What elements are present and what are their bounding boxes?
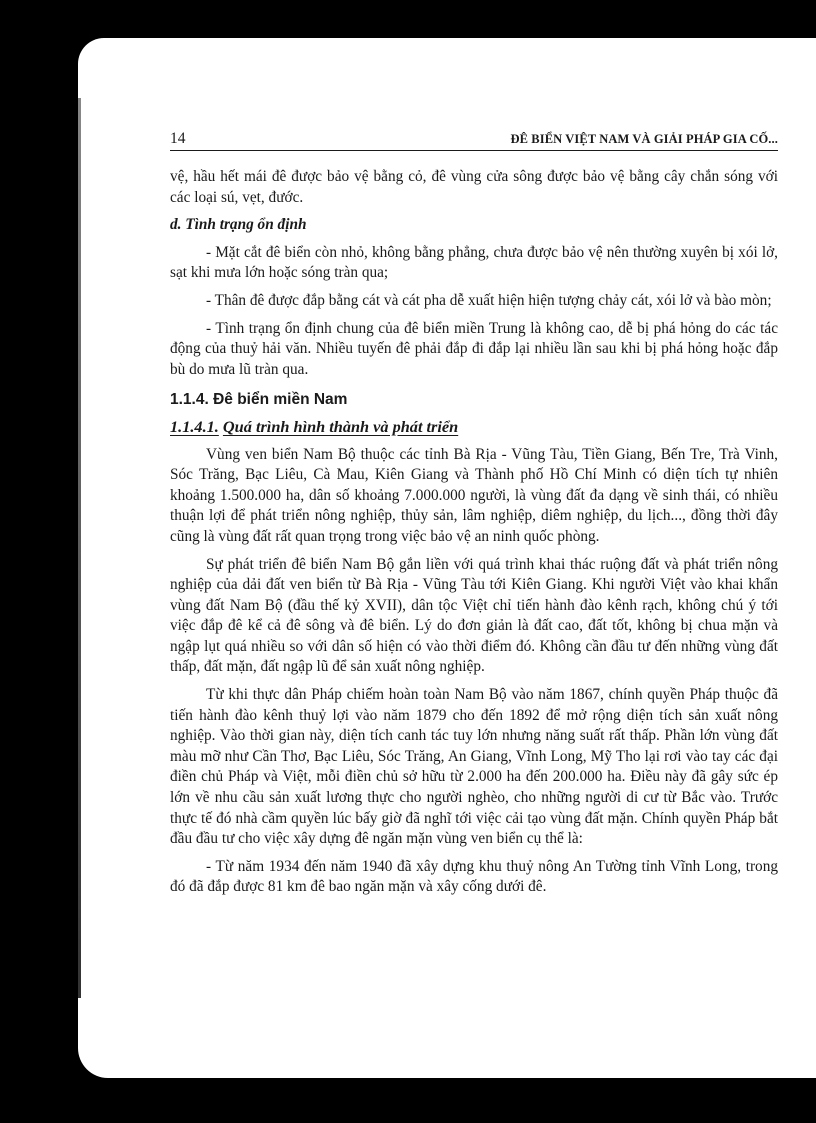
binding-edge: [78, 98, 81, 998]
paragraph-continuation: vệ, hầu hết mái đê được bảo vệ bằng cỏ, đê vùng cửa sông được bảo vệ bằng cây chắn sóng với các loại sú, vẹt, đước.: [170, 168, 778, 206]
paragraph-bullet-2: - Thân đê được đắp bằng cát và cát pha dễ xuất hiện hiện tượng chảy cát, xói lở và bào mòn;: [206, 291, 772, 309]
section-number-1-1-4-1: 1.1.4.1.: [170, 416, 219, 436]
page-content: [170, 130, 778, 905]
body-text: [170, 167, 778, 898]
running-header: [170, 130, 778, 151]
subheading-stability: d. Tình trạng ổn định: [170, 216, 307, 234]
document-page: [78, 38, 816, 1078]
page-number: 14: [170, 130, 186, 147]
paragraph-bullet-1: - Mặt cắt đê biển còn nhỏ, không bằng phẳng, chưa được bảo vệ nên thường xuyên bị xói lở, sạt khi mưa lớn hoặc sóng tràn qua;: [170, 243, 778, 282]
running-title: ĐÊ BIỂN VIỆT NAM VÀ GIẢI PHÁP GIA CỐ...: [510, 132, 778, 146]
section-heading-1-1-4-1: [170, 417, 778, 438]
paragraph-development: Sự phát triển đê biển Nam Bộ gắn liền với quá trình khai thác ruộng đất và phát triển nông nghiệp của dải đất ven biển từ Bà Rịa - Vũng Tàu tới Kiên Giang. Khi người Việt vào khai khẩn vùng đất Nam Bộ (đầu thế kỷ XVII), dân tộc Việt chỉ tiến hành đào kênh rạch, không chú ý tới việc đắp đê kể cả đê sông và đê biển. Lý do đơn giản là đất cao, đất tốt, không bị chua mặn và ngập lụt quá nhiều so với dân số hiện có vào thời điểm đó. Không cần đầu tư đến những vùng đất thấp, đất mặn, đất ngập lũ để sản xuất nông nghiệp.: [170, 555, 778, 676]
section-heading-1-1-4: 1.1.4. Đê biển miền Nam: [170, 391, 348, 409]
section-title-1-1-4-1: Quá trình hình thành và phát triển: [222, 416, 459, 436]
paragraph-region: Vùng ven biển Nam Bộ thuộc các tỉnh Bà Rịa - Vũng Tàu, Tiền Giang, Bến Tre, Trà Vinh, Sóc Trăng, Bạc Liêu, Cà Mau, Kiên Giang và Thành phố Hồ Chí Minh có diện tích tự nhiên khoảng 1.500.000 ha, dân số khoảng 7.000.000 người, là vùng đất đa dạng về sinh thái, có nhiều thuận lợi để phát triển nông nghiệp, thủy sản, lâm nghiệp, diêm nghiệp, du lịch..., đồng thời đây cũng là vùng đất rất quan trọng trong việc bảo vệ an ninh quốc phòng.: [170, 445, 778, 545]
paragraph-bullet-an-tuong: - Từ năm 1934 đến năm 1940 đã xây dựng khu thuỷ nông An Tường tỉnh Vĩnh Long, trong đó đã đắp được 81 km đê bao ngăn mặn và xây cống dưới đê.: [170, 857, 778, 896]
paragraph-bullet-3: - Tình trạng ổn định chung của đê biển miền Trung là không cao, dễ bị phá hỏng do các tác động của thuỷ hải văn. Nhiều tuyến đê phải đắp đi đắp lại nhiều lần sau khi bị phá hỏng hoặc đắp bù do mưa lũ tràn qua.: [170, 319, 778, 378]
paragraph-french-period: Từ khi thực dân Pháp chiếm hoàn toàn Nam Bộ vào năm 1867, chính quyền Pháp thuộc đã tiến hành đào kênh thuỷ lợi vào năm 1879 cho đến 1892 để mở rộng diện tích sản xuất nông nghiệp. Vào thời gian này, diện tích canh tác tuy lớn nhưng năng suất rất thấp. Phần lớn vùng đất màu mỡ như Cần Thơ, Bạc Liêu, Sóc Trăng, An Giang, Vĩnh Long, Mỹ Tho lại rơi vào tay các đại điền chủ Pháp và Việt, mỗi điền chủ sở hữu từ 2.000 ha đến 200.000 ha. Điều này đã gây sức ép lớn về nhu cầu sản xuất lương thực cho người nghèo, cho những người di cư từ Bắc vào. Trước thực tế đó nhà cầm quyền lúc bấy giờ đã nghĩ tới việc cải tạo vùng đất mặn. Chính quyền Pháp bắt đầu đầu tư cho việc xây dựng đê ngăn mặn vùng ven biển cụ thể là:: [170, 686, 778, 848]
